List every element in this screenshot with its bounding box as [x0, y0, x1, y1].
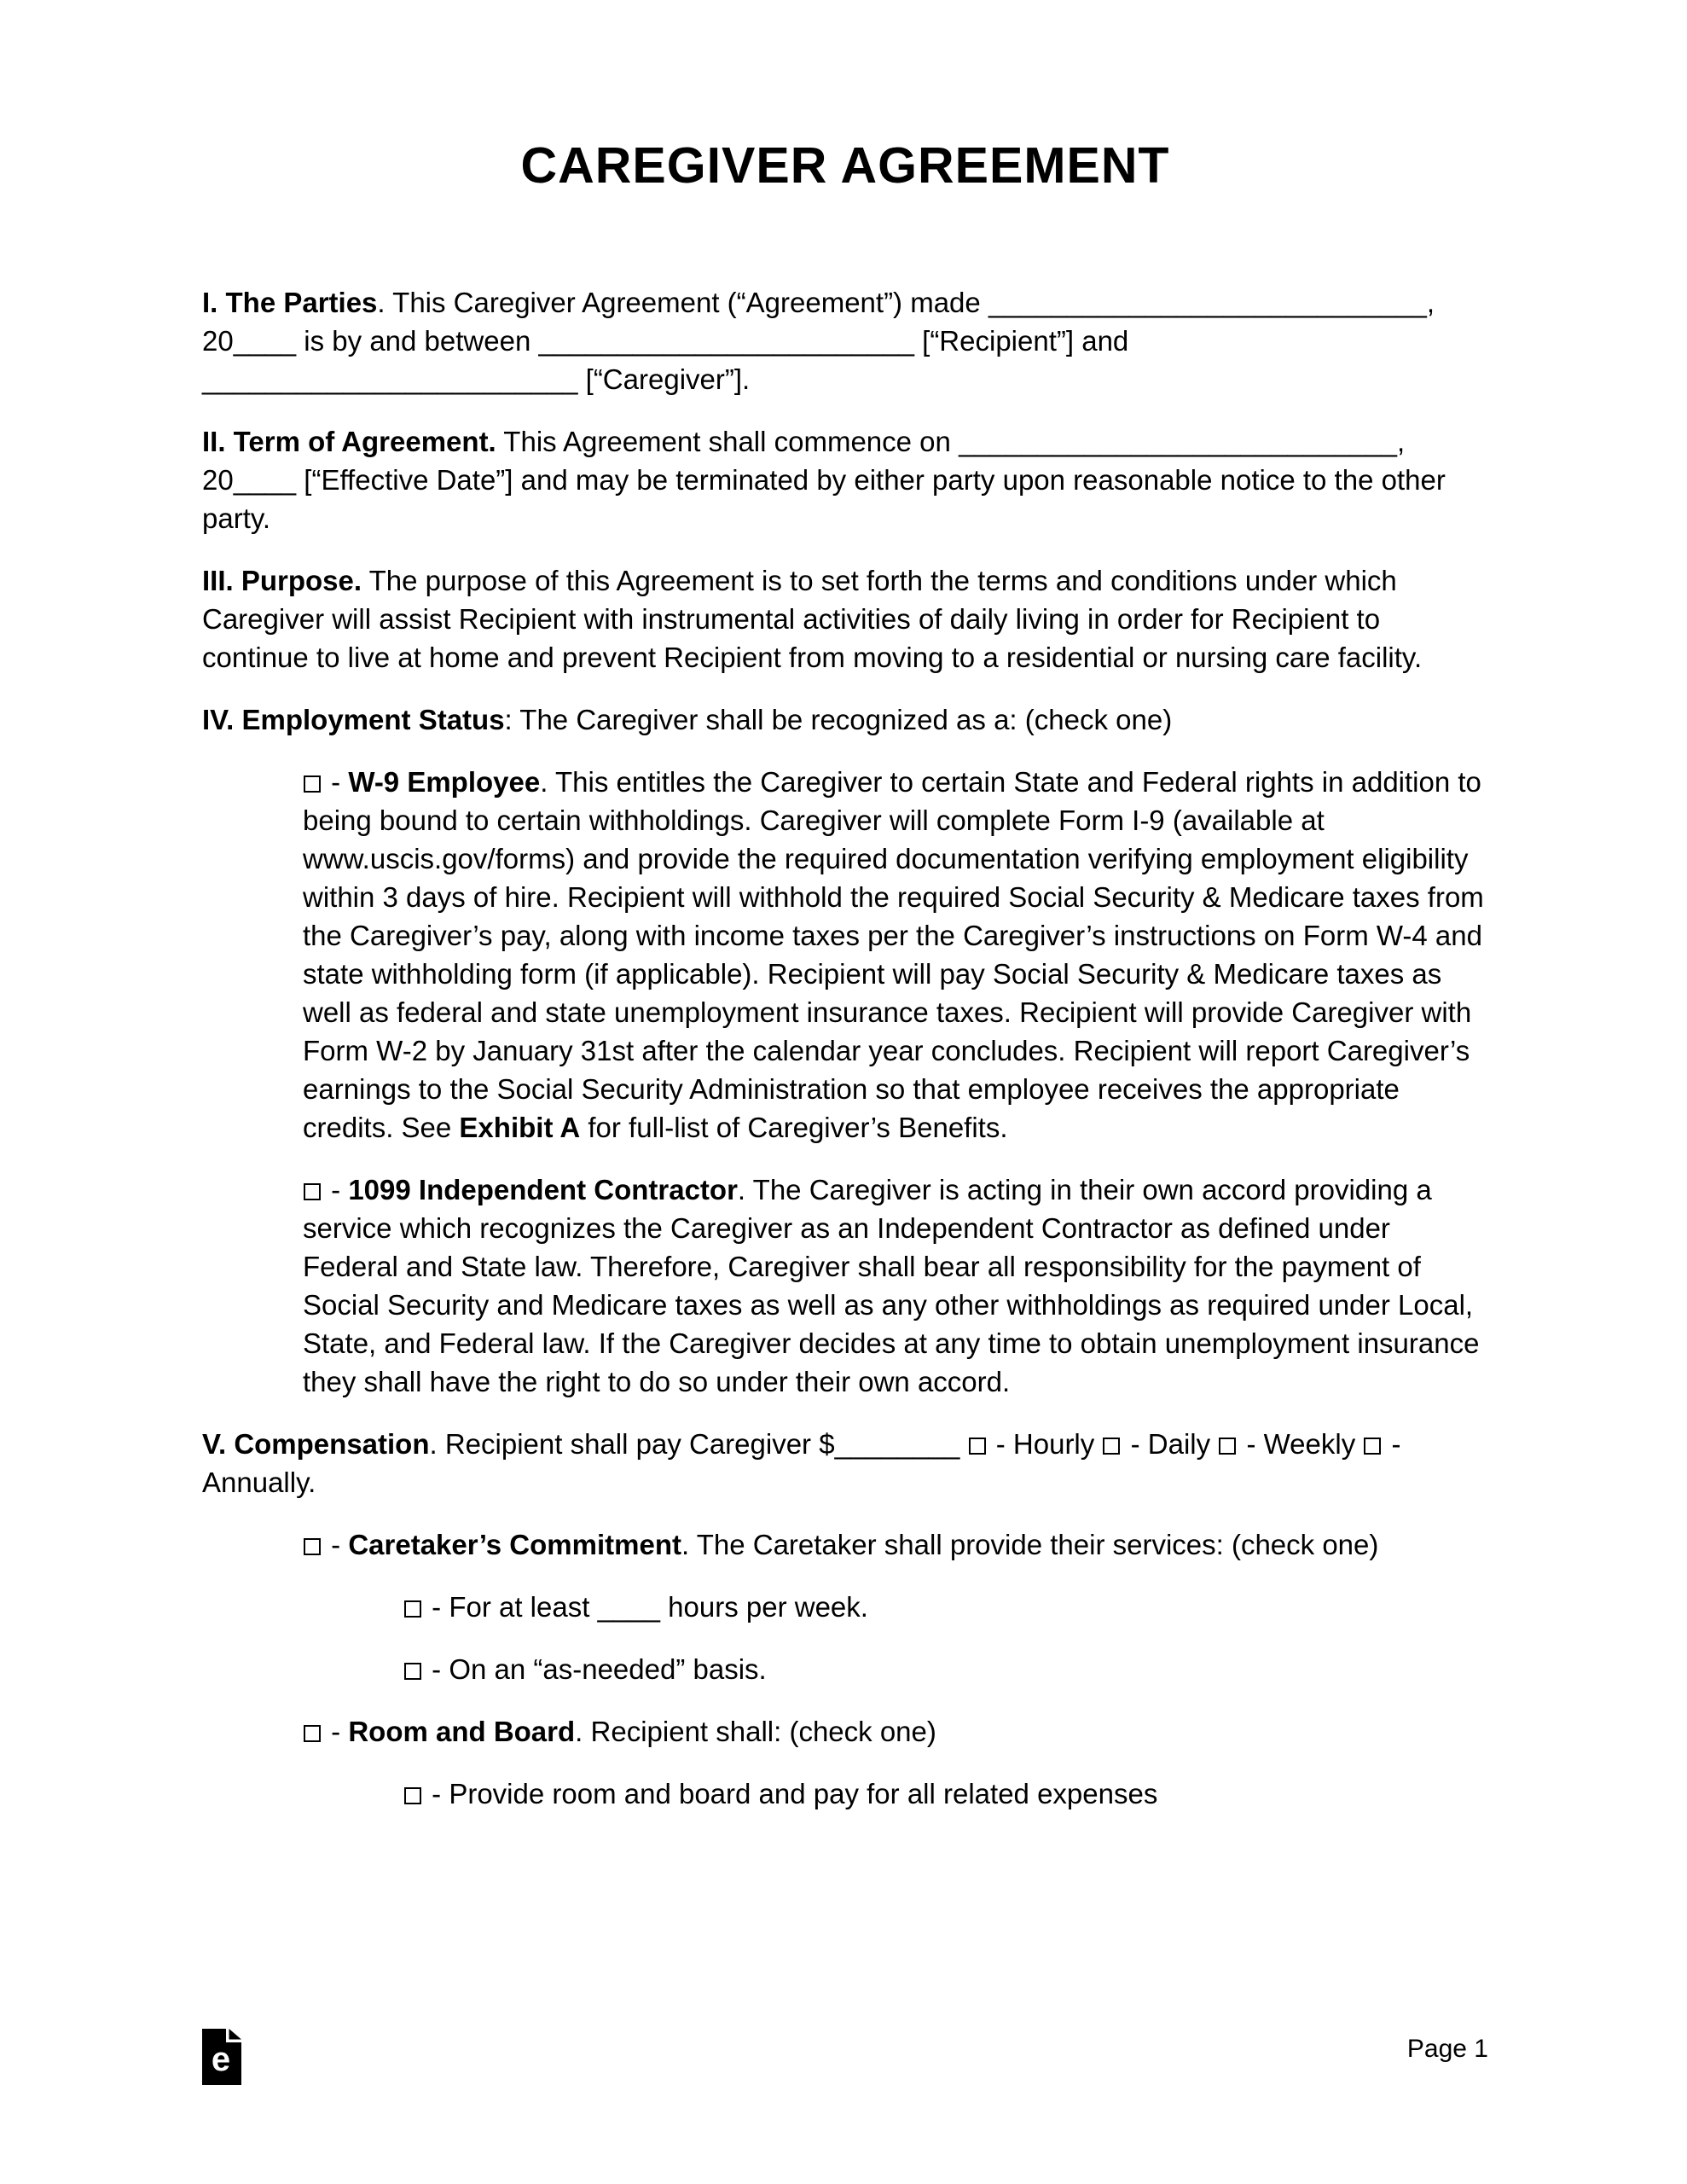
text: . Recipient shall pay Caregiver $ [429, 1428, 835, 1460]
option-provide-room-and-board [202, 1774, 1488, 1813]
bold-text: Exhibit A [459, 1112, 581, 1143]
checkbox-icon[interactable] [304, 1183, 321, 1200]
section-i-the-parties [202, 283, 1488, 398]
text: - Annually. [202, 1428, 1401, 1498]
text: - Daily [1122, 1428, 1219, 1460]
text: . This entitles the Caregiver to certain State and Federal rights in addition to being bound to certain withholdings. Caregiver will complete Form I-9 (available at www.uscis.gov/forms) and provide the required documentation verifying employment eligibility within 3 days of hire. Recipient will withhold the required Social Security & Medicare taxes from the Caregiver’s pay, along with income taxes per the Caregiver’s instructions on Form W-4 and state withholding form (if applicable). Recipient will pay Social Security & Medicare taxes as well as federal and state unemployment insurance taxes. Recipient will provide Caregiver with Form W-2 by January 31st after the calendar year concludes. Recipient will report Caregiver’s earnings to the Social Security Administration so that employee receives the appropriate credits. See [303, 766, 1484, 1143]
text: - [323, 1716, 349, 1747]
bold-text: III. Purpose. [202, 565, 362, 596]
blank-line[interactable]: ____ [233, 464, 297, 496]
text: - [323, 766, 349, 798]
text: - [323, 1529, 349, 1560]
text: - Provide room and board and pay for all related expenses [424, 1778, 1158, 1809]
logo-letter: e [211, 2041, 231, 2078]
text: - On an “as-needed” basis. [424, 1653, 767, 1685]
text: - Weekly [1238, 1428, 1364, 1460]
text: hours per week. [659, 1591, 868, 1623]
page-number: Page 1 [1406, 2035, 1488, 2063]
text: , 20 [202, 287, 1435, 357]
checkbox-icon[interactable] [1364, 1438, 1381, 1455]
option-room-and-board [202, 1712, 1488, 1751]
text: - For at least [424, 1591, 598, 1623]
text: [“Effective Date”] and may be terminated by either party upon reasonable notice to the other party. [202, 464, 1446, 534]
section-v-compensation [202, 1425, 1488, 1502]
text: [“Recipient”] and [913, 325, 1129, 357]
text: . The Caregiver is acting in their own accord providing a service which recognizes the Caregiver as an Independent Contractor as defined under Federal and State law. Therefore, Caregiver shall bear all responsibility for the payment of Social Security and Medicare taxes as well as any other withholdings as required under Local, State, and Federal law. If the Caregiver decides at any time to obtain unemployment insurance they shall have the right to do so under their own accord. [303, 1174, 1480, 1397]
option-w9-employee [202, 763, 1488, 1147]
checkbox-icon[interactable] [304, 775, 321, 793]
blank-line[interactable]: ________ [834, 1428, 960, 1460]
checkbox-icon[interactable] [1219, 1438, 1236, 1455]
bold-text: IV. Employment Status [202, 704, 505, 735]
blank-line[interactable]: ____ [233, 325, 297, 357]
section-iv-employment-status [202, 700, 1488, 739]
option-caretakers-commitment [202, 1525, 1488, 1564]
option-1099-independent-contractor [202, 1170, 1488, 1401]
option-hours-per-week [202, 1588, 1488, 1626]
checkbox-icon[interactable] [404, 1787, 421, 1804]
text: is by and between [296, 325, 539, 357]
checkbox-icon[interactable] [404, 1663, 421, 1680]
text: - Hourly [988, 1428, 1103, 1460]
option-as-needed-basis [202, 1650, 1488, 1688]
checkbox-icon[interactable] [404, 1600, 421, 1618]
section-ii-term-of-agreement [202, 422, 1488, 537]
text: : The Caregiver shall be recognized as a: (check one) [504, 704, 1173, 735]
blank-line[interactable]: ________________________ [538, 325, 914, 357]
checkbox-icon[interactable] [304, 1725, 321, 1742]
blank-line[interactable]: ____________________________ [959, 426, 1397, 457]
text: for full-list of Caregiver’s Benefits. [580, 1112, 1008, 1143]
blank-line[interactable]: ____________________________ [988, 287, 1427, 318]
text: . This Caregiver Agreement (“Agreement”) made [377, 287, 988, 318]
text: [“Caregiver”]. [577, 363, 751, 395]
text: . Recipient shall: (check one) [575, 1716, 936, 1747]
section-iii-purpose [202, 561, 1488, 677]
bold-text: V. Compensation [202, 1428, 430, 1460]
checkbox-icon[interactable] [304, 1538, 321, 1555]
document-title: CAREGIVER AGREEMENT [520, 137, 1170, 194]
blank-line[interactable]: ________________________ [202, 363, 578, 395]
eforms-logo-icon [202, 2029, 241, 2085]
text: - [323, 1174, 349, 1205]
bold-text: Room and Board [348, 1716, 576, 1747]
text [959, 1428, 967, 1460]
bold-text: I. The Parties [202, 287, 378, 318]
text: , 20 [202, 426, 1406, 496]
bold-text: 1099 Independent Contractor [348, 1174, 738, 1205]
text: The purpose of this Agreement is to set forth the terms and conditions under which Caregiver will assist Recipient with instrumental activities of daily living in order for Recipient to continue to live at home and prevent Recipient from moving to a residential or nursing care facility. [202, 565, 1423, 673]
checkbox-icon[interactable] [969, 1438, 986, 1455]
blank-line[interactable]: ____ [597, 1591, 660, 1623]
text: This Agreement shall commence on [496, 426, 959, 457]
bold-text: W-9 Employee [348, 766, 541, 798]
text: . The Caretaker shall provide their services: (check one) [681, 1529, 1379, 1560]
bold-text: Caretaker’s Commitment [348, 1529, 681, 1560]
checkbox-icon[interactable] [1103, 1438, 1120, 1455]
bold-text: II. Term of Agreement. [202, 426, 496, 457]
page-footer [202, 2029, 1488, 2085]
